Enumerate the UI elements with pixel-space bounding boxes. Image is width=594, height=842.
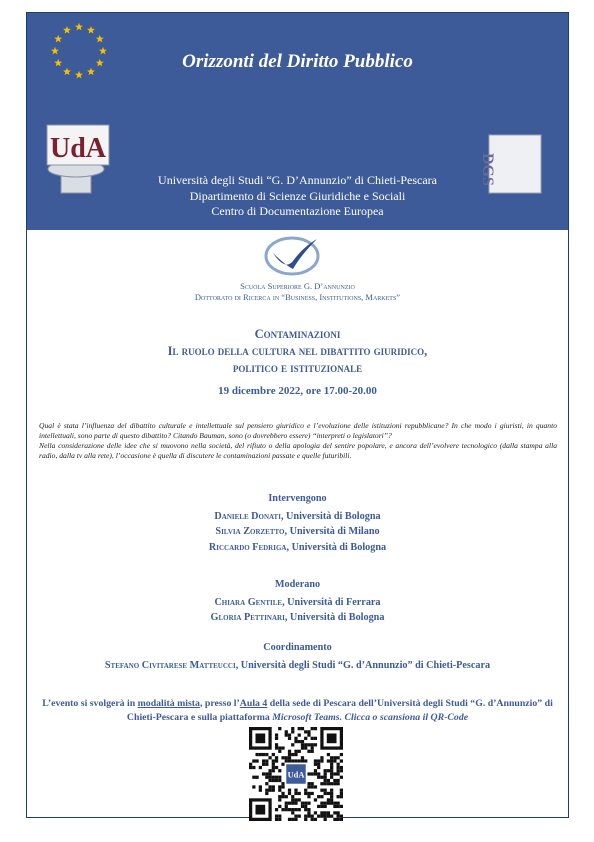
- moderator-affiliation: , Università di Bologna: [284, 612, 385, 623]
- speaker-affiliation: , Università di Bologna: [280, 510, 381, 522]
- institution-department: Dipartimento di Scienze Giuridiche e Sociali: [189, 188, 406, 203]
- speaker-affiliation: , Università di Milano: [284, 526, 380, 537]
- moderator-row: [27, 610, 568, 626]
- star-icon: [87, 26, 95, 34]
- moderator-affiliation: , Università di Ferrara: [282, 596, 381, 608]
- school-swoosh-logo-icon: [263, 235, 321, 277]
- banner-title: Orizzonti del Diritto Pubblico: [182, 51, 413, 72]
- doctoral-school-block: [27, 281, 568, 303]
- moderator-name: Chiara Gentile: [214, 596, 283, 608]
- institution-block: [27, 173, 568, 220]
- qr-center-logo-text: UdA: [287, 769, 305, 780]
- event-title-line-1: Contaminazioni: [254, 327, 341, 341]
- description-paragraph-1: Qual è stata l’influenza del dibattito culturale e intellettuale sul pensiero giuridico e l’evoluzione delle istituzioni repubblicane? In che modo i giuristi, in quanto intellettuali, sono parte di questo dibattito? Citando Bauman, sono (o dovrebbero essere) “interpreti o legislatori”?: [39, 421, 557, 440]
- speaker-name: Silvia Zorzetto: [215, 526, 285, 537]
- speaker-affiliation: , Università di Bologna: [286, 541, 387, 553]
- coordinator-row: [27, 658, 568, 674]
- logistics-text: , presso l’: [199, 698, 240, 709]
- star-icon: [63, 26, 71, 34]
- star-icon: [75, 23, 83, 31]
- moderator-name: Gloria Pettinari: [210, 612, 285, 623]
- teams-qr-instruction[interactable]: Microsoft Teams. Clicca o scansiona il QR-Code: [272, 712, 469, 723]
- moderators-heading: Moderano: [274, 579, 321, 590]
- institution-university: Università degli Studi “G. D’Annunzio” di Chieti-Pescara: [158, 173, 437, 187]
- description-paragraph-2: Nella considerazione delle idee che si muovono nella società, del rifiuto o della apologia del sentire popolare, e ancora dell’evolvere tecnologico (dalla stampa alla radio, dalla tv alla rete), l’occasione è quella di discutere le contaminazioni passate e quelle futuribili.: [39, 441, 557, 460]
- star-icon: [54, 35, 62, 43]
- event-logistics: [37, 697, 558, 725]
- logistics-text: della sede di Pescara dell’Università degli Studi “G. d’Annunzio” di Chieti-Pescara e sulla piattaforma: [126, 698, 553, 723]
- moderators-section: [27, 577, 568, 626]
- speaker-name: Riccardo Fedriga: [208, 541, 287, 553]
- room-link[interactable]: Aula 4: [239, 698, 268, 709]
- header-banner: [27, 13, 568, 230]
- speaker-row: [27, 540, 568, 556]
- doctorate-name: Dottorato di Ricerca in “Business, Institutions, Markets”: [194, 292, 401, 302]
- coordinator-name: Stefano Civitarese Matteucci: [104, 659, 236, 671]
- speaker-row: [27, 509, 568, 525]
- dgs-logo-text: DGS: [479, 153, 496, 186]
- mixed-mode-link[interactable]: modalità mista: [137, 698, 200, 709]
- event-date: 19 dicembre 2022, ore 17.00-20.00: [218, 385, 377, 397]
- institution-centre: Centro di Documentazione Europea: [211, 204, 384, 218]
- speaker-name: Daniele Donati: [214, 510, 281, 522]
- qr-code-icon[interactable]: [249, 727, 343, 821]
- coordinator-affiliation: , Università degli Studi “G. d’Annunzio” di Chieti-Pescara: [235, 659, 491, 671]
- coordination-section: [27, 640, 568, 673]
- moderator-row: [27, 595, 568, 611]
- speakers-heading: Intervengono: [268, 493, 327, 504]
- coordination-heading: Coordinamento: [263, 642, 332, 653]
- school-name: Scuola Superiore G. D’annunzio: [240, 281, 355, 291]
- logistics-text: L’evento si svolgerà in: [42, 698, 138, 709]
- speaker-row: [27, 524, 568, 540]
- speakers-section: [27, 491, 568, 555]
- event-title-line-2: Il ruolo della cultura nel dibattito giuridico,: [167, 344, 428, 358]
- event-title-line-3: politico e istituzionale: [232, 361, 363, 375]
- star-icon: [96, 35, 104, 43]
- uda-logo-text: UdA: [49, 133, 107, 164]
- poster-page: [26, 12, 569, 818]
- event-description: [39, 421, 557, 461]
- event-title: [27, 326, 568, 377]
